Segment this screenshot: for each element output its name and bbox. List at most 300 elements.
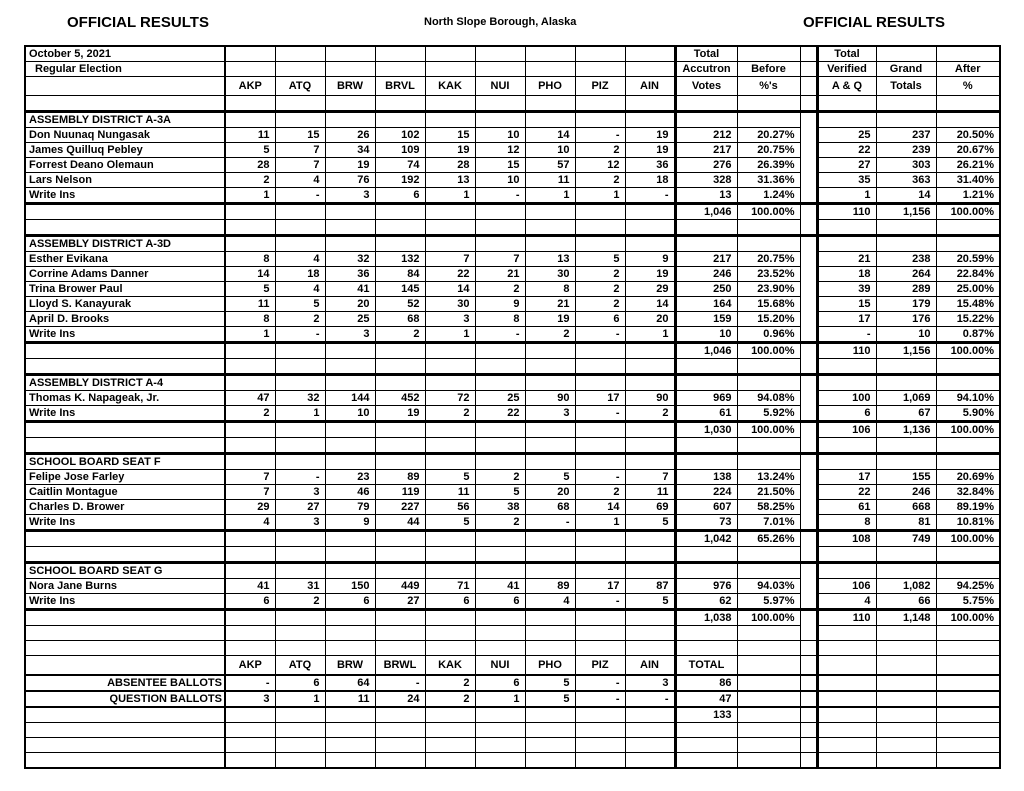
- spacer-cell: [25, 220, 225, 236]
- spacer-cell: [25, 343, 225, 359]
- date-label: October 5, 2021: [25, 46, 225, 62]
- grand-total-cell: 239: [876, 143, 936, 158]
- spacer-cell: [425, 46, 475, 62]
- spacer-cell: [575, 547, 625, 563]
- spacer-cell: [375, 738, 425, 753]
- spacer-cell: [876, 454, 936, 470]
- verified-cell: 8: [817, 515, 876, 531]
- vote-cell: 13: [425, 173, 475, 188]
- vote-cell: 192: [375, 173, 425, 188]
- before-pct-cell: 31.36%: [737, 173, 800, 188]
- precinct-header: KAK: [425, 656, 475, 676]
- spacer-cell: [425, 531, 475, 547]
- vote-cell: 3: [425, 312, 475, 327]
- after-pct-sum: 100.00%: [936, 531, 1000, 547]
- spacer-cell: [475, 438, 525, 454]
- vote-cell: 5: [625, 515, 675, 531]
- spacer-cell: [225, 707, 275, 723]
- spacer-cell: [325, 438, 375, 454]
- vote-cell: 102: [375, 128, 425, 143]
- candidate-name: Thomas K. Napageak, Jr.: [25, 391, 225, 406]
- ballot-count-cell: 5: [525, 691, 575, 707]
- vote-cell: 1: [625, 327, 675, 343]
- vote-cell: 8: [525, 282, 575, 297]
- vote-cell: 27: [375, 594, 425, 610]
- spacer-cell: [325, 454, 375, 470]
- spacer-cell: [575, 626, 625, 641]
- spacer-cell: [525, 531, 575, 547]
- vote-cell: 2: [375, 327, 425, 343]
- vote-cell: 69: [625, 500, 675, 515]
- spacer-cell: [936, 438, 1000, 454]
- vote-cell: 8: [475, 312, 525, 327]
- vote-cell: 5: [575, 252, 625, 267]
- spacer-cell: [25, 707, 225, 723]
- spacer-cell: [375, 610, 425, 626]
- spacer-cell: [625, 563, 675, 579]
- before-pct-cell: 23.90%: [737, 282, 800, 297]
- spacer-cell: [575, 46, 625, 62]
- section-header-row: [25, 112, 1000, 128]
- spacer-cell: [275, 563, 325, 579]
- section-title: ASSEMBLY DISTRICT A-3D: [25, 236, 225, 252]
- spacer-cell: [625, 707, 675, 723]
- candidate-name: Esther Evikana: [25, 252, 225, 267]
- spacer-cell: [936, 359, 1000, 375]
- vote-cell: -: [575, 594, 625, 610]
- spacer-cell: [936, 220, 1000, 236]
- spacer-cell: [817, 753, 876, 769]
- candidate-row: [25, 312, 1000, 327]
- spacer-cell: [525, 204, 575, 220]
- spacer-cell: [425, 610, 475, 626]
- vote-cell: 9: [325, 515, 375, 531]
- total-votes-cell: 62: [675, 594, 737, 610]
- after-pct-cell: 20.67%: [936, 143, 1000, 158]
- spacer-cell: [575, 531, 625, 547]
- spacer-cell: [737, 454, 800, 470]
- spacer-cell: [625, 375, 675, 391]
- vote-cell: 29: [625, 282, 675, 297]
- verified-sum: 106: [817, 422, 876, 438]
- spacer-cell: [800, 343, 817, 359]
- spacer-cell: [876, 738, 936, 753]
- spacer-cell: [225, 46, 275, 62]
- spacer-cell: [25, 656, 225, 676]
- vote-cell: 119: [375, 485, 425, 500]
- spacer-cell: [675, 359, 737, 375]
- spacer-cell: [936, 641, 1000, 656]
- spacer-cell: [800, 312, 817, 327]
- spacer-cell: [800, 738, 817, 753]
- before-pct-cell: 5.97%: [737, 594, 800, 610]
- spacer-cell: [25, 641, 225, 656]
- spacer-cell: [936, 626, 1000, 641]
- spacer-cell: [275, 438, 325, 454]
- spacer-cell: [876, 723, 936, 738]
- spacer-cell: [375, 96, 425, 112]
- total-header: TOTAL: [675, 656, 737, 676]
- vote-cell: 28: [425, 158, 475, 173]
- spacer-cell: [800, 267, 817, 282]
- spacer-cell: [817, 563, 876, 579]
- vote-cell: 47: [225, 391, 275, 406]
- spacer-cell: [325, 112, 375, 128]
- spacer-cell: [936, 236, 1000, 252]
- spacer-cell: [375, 547, 425, 563]
- spacer-row: [25, 753, 1000, 769]
- page-title-left: OFFICIAL RESULTS: [67, 14, 209, 31]
- spacer-cell: [275, 220, 325, 236]
- spacer-cell: [525, 547, 575, 563]
- verified-cell: -: [817, 327, 876, 343]
- election-row: [25, 62, 1000, 77]
- vote-cell: 1: [225, 188, 275, 204]
- vote-cell: -: [275, 470, 325, 485]
- spacer-cell: [375, 46, 425, 62]
- spacer-cell: [375, 707, 425, 723]
- spacer-cell: [625, 547, 675, 563]
- spacer-cell: [525, 220, 575, 236]
- spacer-cell: [737, 707, 800, 723]
- candidate-name: Trina Brower Paul: [25, 282, 225, 297]
- candidate-row: [25, 327, 1000, 343]
- spacer-cell: [876, 547, 936, 563]
- vote-cell: 1: [425, 188, 475, 204]
- spacer-cell: [737, 723, 800, 738]
- spacer-cell: [325, 62, 375, 77]
- verified-cell: 61: [817, 500, 876, 515]
- spacer-cell: [737, 641, 800, 656]
- spacer-cell: [817, 656, 876, 676]
- vote-cell: 25: [325, 312, 375, 327]
- spacer-cell: [575, 723, 625, 738]
- after-pct-cell: 5.75%: [936, 594, 1000, 610]
- spacer-cell: [625, 626, 675, 641]
- page-title-right: OFFICIAL RESULTS: [803, 14, 945, 31]
- before-pct-cell: 23.52%: [737, 267, 800, 282]
- vote-cell: -: [475, 327, 525, 343]
- spacer-cell: [225, 96, 275, 112]
- vote-cell: 4: [275, 252, 325, 267]
- candidate-row: [25, 470, 1000, 485]
- vote-cell: 3: [275, 485, 325, 500]
- vote-cell: 1: [425, 327, 475, 343]
- spacer-cell: [425, 422, 475, 438]
- spacer-cell: [575, 359, 625, 375]
- spacer-cell: [225, 112, 275, 128]
- spacer-cell: [675, 547, 737, 563]
- section-header-row: [25, 563, 1000, 579]
- vote-cell: 7: [625, 470, 675, 485]
- spacer-cell: [737, 547, 800, 563]
- spacer-cell: [800, 579, 817, 594]
- spacer-cell: [25, 96, 225, 112]
- spacer-cell: [575, 343, 625, 359]
- vote-cell: 5: [425, 470, 475, 485]
- total-votes-cell: 10: [675, 327, 737, 343]
- grand-total-sum: 1,136: [876, 422, 936, 438]
- spacer-cell: [737, 375, 800, 391]
- vote-cell: 2: [275, 594, 325, 610]
- spacer-cell: [325, 547, 375, 563]
- total-votes-cell: 276: [675, 158, 737, 173]
- spacer-cell: [625, 204, 675, 220]
- vote-cell: 11: [625, 485, 675, 500]
- verified-sum: 110: [817, 343, 876, 359]
- vote-cell: 6: [575, 312, 625, 327]
- vote-cell: 4: [525, 594, 575, 610]
- spacer-cell: [800, 297, 817, 312]
- spacer-cell: [225, 220, 275, 236]
- spacer-cell: [737, 236, 800, 252]
- spacer-cell: [800, 753, 817, 769]
- spacer-cell: [800, 391, 817, 406]
- verified-cell: 17: [817, 470, 876, 485]
- candidate-name: Write Ins: [25, 188, 225, 204]
- before-pct-cell: 5.92%: [737, 406, 800, 422]
- ballot-count-cell: 3: [225, 691, 275, 707]
- vote-cell: 29: [225, 500, 275, 515]
- grand-total-cell: 10: [876, 327, 936, 343]
- spacer-cell: [675, 112, 737, 128]
- vote-cell: 4: [275, 173, 325, 188]
- vote-cell: 44: [375, 515, 425, 531]
- vote-cell: 14: [225, 267, 275, 282]
- vote-cell: 3: [275, 515, 325, 531]
- candidate-name: Corrine Adams Danner: [25, 267, 225, 282]
- after-pct-sum: 100.00%: [936, 422, 1000, 438]
- spacer-cell: [325, 204, 375, 220]
- after-pct-cell: 22.84%: [936, 267, 1000, 282]
- vote-cell: 41: [325, 282, 375, 297]
- spacer-cell: [275, 723, 325, 738]
- vote-cell: 2: [475, 282, 525, 297]
- spacer-cell: [275, 753, 325, 769]
- candidate-row: [25, 500, 1000, 515]
- spacer-cell: [800, 359, 817, 375]
- ballots-grand-total: 133: [675, 707, 737, 723]
- ballot-count-cell: 2: [425, 675, 475, 691]
- spacer-cell: [817, 220, 876, 236]
- spacer-cell: [375, 236, 425, 252]
- spacer-cell: [325, 610, 375, 626]
- spacer-cell: [625, 610, 675, 626]
- grand-total-cell: 1,069: [876, 391, 936, 406]
- results-table: [24, 45, 1001, 769]
- total-votes-cell: 212: [675, 128, 737, 143]
- ballots-total-cell: 47: [675, 691, 737, 707]
- spacer-cell: [625, 220, 675, 236]
- before-pct-cell: 20.27%: [737, 128, 800, 143]
- vote-cell: 6: [475, 594, 525, 610]
- spacer-cell: [876, 753, 936, 769]
- total-votes-cell: 246: [675, 267, 737, 282]
- verified-cell: 39: [817, 282, 876, 297]
- grand-total-cell: 238: [876, 252, 936, 267]
- before-pct-cell: 13.24%: [737, 470, 800, 485]
- after-pct-cell: 1.21%: [936, 188, 1000, 204]
- precinct-header: ATQ: [275, 77, 325, 96]
- spacer-cell: [575, 438, 625, 454]
- ballot-count-cell: 3: [625, 675, 675, 691]
- total-votes-cell: 138: [675, 470, 737, 485]
- before-pct-sum: 100.00%: [737, 422, 800, 438]
- after-pct-cell: 94.25%: [936, 579, 1000, 594]
- before-pct-cell: 7.01%: [737, 515, 800, 531]
- before-pct-sum: 65.26%: [737, 531, 800, 547]
- spacer-cell: [800, 236, 817, 252]
- ballots-row: [25, 691, 1000, 707]
- spacer-cell: [800, 641, 817, 656]
- spacer-row: [25, 641, 1000, 656]
- spacer-cell: [936, 96, 1000, 112]
- spacer-cell: [675, 375, 737, 391]
- vote-cell: 19: [425, 143, 475, 158]
- vote-cell: 2: [575, 267, 625, 282]
- vote-cell: 2: [575, 143, 625, 158]
- spacer-cell: [375, 438, 425, 454]
- grand-total-sum: 1,156: [876, 343, 936, 359]
- after-pct-cell: 26.21%: [936, 158, 1000, 173]
- vote-cell: 31: [275, 579, 325, 594]
- candidate-row: [25, 594, 1000, 610]
- spacer-cell: [876, 236, 936, 252]
- candidate-row: [25, 579, 1000, 594]
- spacer-cell: [936, 753, 1000, 769]
- precinct-header: BRVL: [375, 77, 425, 96]
- spacer-cell: [525, 343, 575, 359]
- spacer-cell: [225, 723, 275, 738]
- grand-total-cell: 668: [876, 500, 936, 515]
- spacer-cell: [936, 723, 1000, 738]
- precinct-header: PIZ: [575, 656, 625, 676]
- spacer-cell: [575, 422, 625, 438]
- vote-cell: 6: [375, 188, 425, 204]
- vote-cell: 150: [325, 579, 375, 594]
- spacer-cell: [625, 359, 675, 375]
- spacer-cell: [876, 626, 936, 641]
- spacer-cell: [375, 626, 425, 641]
- before-pct-cell: 15.20%: [737, 312, 800, 327]
- spacer-cell: [936, 454, 1000, 470]
- spacer-cell: [225, 610, 275, 626]
- vote-cell: 76: [325, 173, 375, 188]
- precinct-header: BRWL: [375, 656, 425, 676]
- spacer-cell: [425, 204, 475, 220]
- spacer-cell: [375, 422, 425, 438]
- spacer-cell: [25, 547, 225, 563]
- spacer-cell: [325, 531, 375, 547]
- vote-cell: 18: [625, 173, 675, 188]
- spacer-cell: [425, 220, 475, 236]
- spacer-cell: [737, 675, 800, 691]
- candidate-name: Lars Nelson: [25, 173, 225, 188]
- spacer-cell: [625, 112, 675, 128]
- vote-cell: 2: [225, 406, 275, 422]
- vote-cell: 2: [575, 173, 625, 188]
- vote-cell: 1: [575, 188, 625, 204]
- spacer-cell: [575, 375, 625, 391]
- col-header-grand-3: Totals: [876, 77, 936, 96]
- vote-cell: 13: [525, 252, 575, 267]
- precinct-header: NUI: [475, 656, 525, 676]
- totals-row: [25, 531, 1000, 547]
- vote-cell: 34: [325, 143, 375, 158]
- vote-cell: 89: [525, 579, 575, 594]
- spacer-cell: [525, 375, 575, 391]
- spacer-row: [25, 220, 1000, 236]
- section-title: ASSEMBLY DISTRICT A-3A: [25, 112, 225, 128]
- spacer-cell: [737, 438, 800, 454]
- spacer-cell: [800, 438, 817, 454]
- spacer-cell: [225, 738, 275, 753]
- spacer-cell: [575, 112, 625, 128]
- vote-cell: 23: [325, 470, 375, 485]
- vote-cell: 87: [625, 579, 675, 594]
- spacer-cell: [800, 220, 817, 236]
- grand-total-cell: 246: [876, 485, 936, 500]
- verified-cell: 15: [817, 297, 876, 312]
- spacer-cell: [525, 753, 575, 769]
- spacer-cell: [225, 204, 275, 220]
- spacer-cell: [575, 563, 625, 579]
- precinct-header: BRW: [325, 77, 375, 96]
- vote-cell: 1: [575, 515, 625, 531]
- totals-row: [25, 610, 1000, 626]
- spacer-cell: [475, 62, 525, 77]
- grand-total-sum: 1,156: [876, 204, 936, 220]
- section-title: SCHOOL BOARD SEAT G: [25, 563, 225, 579]
- after-pct-sum: 100.00%: [936, 343, 1000, 359]
- vote-cell: 36: [625, 158, 675, 173]
- vote-cell: 2: [425, 406, 475, 422]
- ballot-count-cell: 6: [275, 675, 325, 691]
- spacer-cell: [575, 236, 625, 252]
- spacer-cell: [575, 204, 625, 220]
- spacer-cell: [275, 62, 325, 77]
- total-votes-cell: 328: [675, 173, 737, 188]
- vote-cell: 15: [275, 128, 325, 143]
- spacer-cell: [475, 220, 525, 236]
- spacer-cell: [325, 236, 375, 252]
- spacer-cell: [375, 563, 425, 579]
- vote-cell: 2: [575, 485, 625, 500]
- spacer-cell: [675, 563, 737, 579]
- verified-cell: 4: [817, 594, 876, 610]
- spacer-cell: [375, 359, 425, 375]
- vote-cell: 2: [275, 312, 325, 327]
- spacer-cell: [225, 753, 275, 769]
- spacer-cell: [325, 46, 375, 62]
- section-header-row: [25, 375, 1000, 391]
- spacer-cell: [675, 738, 737, 753]
- spacer-row: [25, 96, 1000, 112]
- candidate-row: [25, 252, 1000, 267]
- ballot-count-cell: 6: [475, 675, 525, 691]
- vote-cell: 2: [475, 470, 525, 485]
- vote-cell: 17: [575, 579, 625, 594]
- spacer-cell: [275, 738, 325, 753]
- after-pct-cell: 15.48%: [936, 297, 1000, 312]
- vote-cell: 25: [475, 391, 525, 406]
- vote-cell: 27: [275, 500, 325, 515]
- vote-cell: 3: [525, 406, 575, 422]
- spacer-cell: [817, 723, 876, 738]
- spacer-cell: [876, 112, 936, 128]
- spacer-cell: [936, 656, 1000, 676]
- vote-cell: 452: [375, 391, 425, 406]
